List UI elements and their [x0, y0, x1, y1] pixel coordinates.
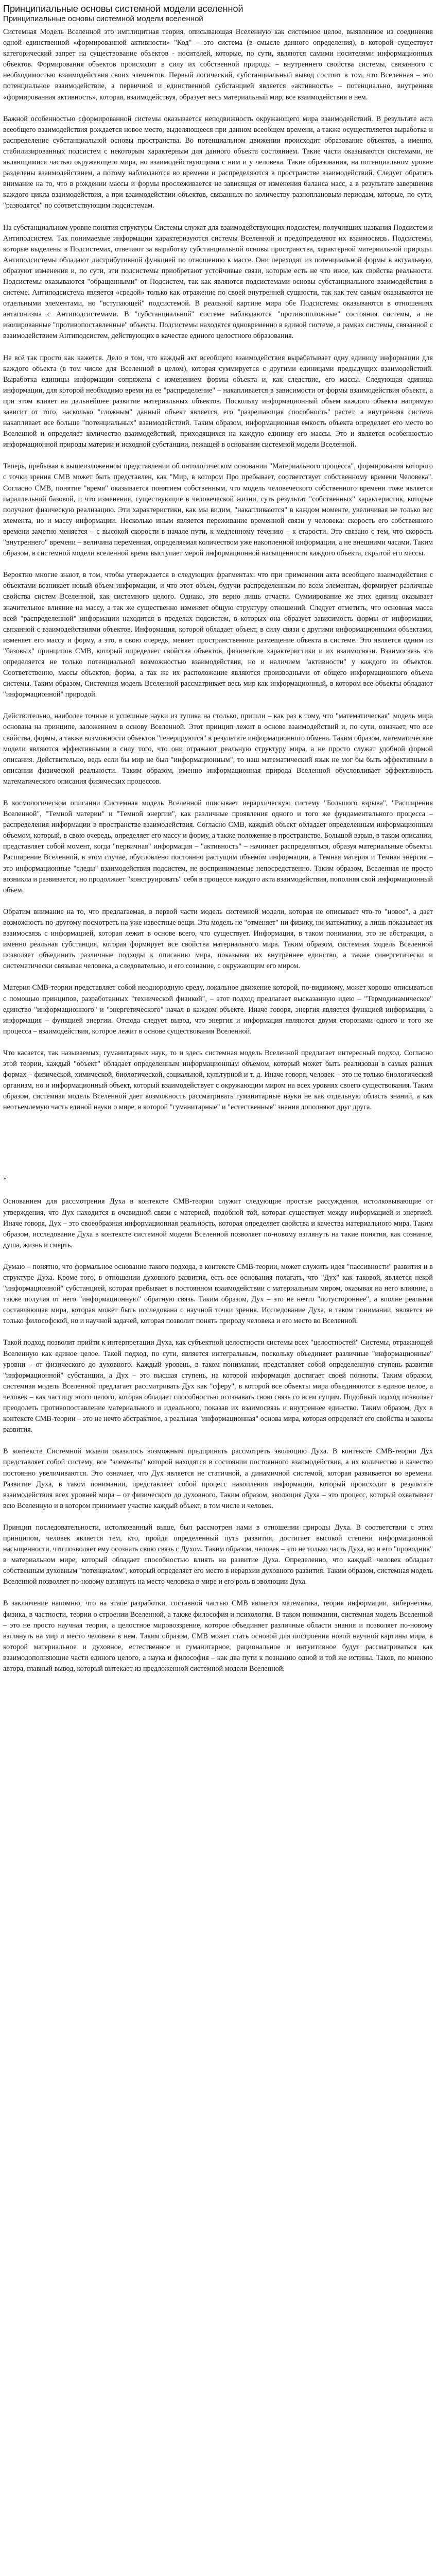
- page-subtitle: Принципиальные основы системной модели вселенной: [3, 14, 203, 23]
- paragraph: Вероятно многие знают, в том, чтобы утверждается в следующих фрагментах: что при применении акта всеобщего взаимодействия с объектами возникает новый объем информации, и что этот объем, будучи распределенным по всем элементам, формирует различные свойства систем Вселенной, как системного целого. Однако, это верно лишь отчасти. Суммирование же этих единиц оказывает значительное влияние на массу, а так же существенно изменяет общую структуру отношений. Следует отметить, что основная масса всей "распределенной" информации находится в пределах подсистем, в которых она образует зависимость формы от информации, связанной с взаимодействиями объектов. Информация, которой обладает объект, в силу связи с другими информационными объектами, изменяет его массу и форму, а это, в свою очередь, меняет пространственное размещение объекта в системе. Это является одним из "базовых" принципов СМВ, который определяет свойства объектов, физические характеристики и их взаимосвязи. Взаимосвязь эта определяется не только потенциальной возможностью взаимодействия, но и наличием "активности" у каждого из объектов. Соответственно, массы объектов, форма, а так же их расположение являются производными от общего информационного объема системы. Таким образом, Системная модель Вселенной рассматривает весь мир как информационный, в котором все объекты обладают "информационной" природой.: [3, 571, 433, 699]
- paragraph: Принцип последовательности, истолкованный выше, был рассмотрен нами в отношении природы Духа. В соответствии с этим принципом, человек является тем, кто, пройдя определенный путь развития, достигает высокой степени информационной насыщенности, что позволяет ему осознать свою связь с Духом. Таким образом, человек – это не только часть Духа, но и его "проводник" в материальном мире, который обладает способностью влиять на развитие Духа. Определенно, что каждый человек обладает собственным духовным "потенциалом", который определяет его место в иерархии духовного развития. Таким образом, системная модель Вселенной позволяет по-новому взглянуть на место человека в мире и его роль в эволюции Духа.: [3, 1523, 433, 1586]
- paragraph: В заключение напомню, что на этапе разработки, составной частью СМВ является математика, теория информации, кибернетика, физика, в частности, теории о строении Вселенной, а также философия и психология. В таком понимании, системная модель Вселенной – это не просто научная теория, а целостное мировоззрение, которое объединяет различные области знания и позволяет по-новому взглянуть на мир и место человека в нем. Таким образом, СМВ может стать основой для построения новой научной картины мира, в которой материальное и духовное, естественное и гуманитарное, рациональное и интуитивное будут рассматриваться как взаимодополняющие части единого целого, а наука и философия – как два пути к познанию одной и той же истины. Таков, по мнению автора, главный вывод, который вытекает из предложенной системной модели Вселенной.: [3, 1599, 433, 1673]
- paragraph: В контексте Системной модели оказалось возможным предпринять рассмотреть эволюцию Духа. В контексте СМВ-теории Дух представляет собой систему, все "элементы" которой находятся в состоянии постоянного взаимодействия, а их количество и качество постоянно увеличиваются. Это означает, что Дух является не статичной, а динамичной системой, которая развивается во времени. Развитие Духа, в таком понимании, представляет собой процесс накопления информации, который происходит в результате взаимодействия всех уровней мира – от физического до духовного. Таким образом, эволюция Духа – это процесс, который охватывает всю Вселенную и в котором принимает участие каждый объект, в том числе и человек.: [3, 1447, 433, 1510]
- paragraph: Теперь, пребывая в вышеизложенном представлении об онтологическом основании "Материального процесса", формирования которого с точки зрения СМВ может быть представлен, как "Мир, в котором Про пребывает, соответствует собственному времени Человека". Согласно СМВ, понятие "время" оказывается понятием собственным, что модель человеческого собственного времени тоже является параллельной базовой, и что изменения, существующие в человеческой жизни, суть результат "собственных" характеристик, которые получают физическую реализацию. Эти характеристики, как мы видим, "накапливаются" в каждом моменте, увеличивая не только вес элемента, но и массу информации. Несколько иным является переживание временной связи у человека: скорость его собственного времени заметно меняется – с высокой скорости в начале пути, к медленному течению – к старости. Это связано с тем, что скорость "внутреннего" времени – величина переменная, определяемая количеством уже накопленной информации, а не внешними часами. Таким образом, в системной модели вселенной время выступает мерой информационной насыщенности каждого объекта, скрытой его массы.: [3, 462, 433, 558]
- paragraph: Что касается, так называемых, гуманитарных наук, то и здесь системная модель Вселенной предлагает интересный подход. Согласно этой теории, каждый "объект" обладает определенным информационным объемом, который может быть реализован в самых разных формах – физической, химической, биологической, социальной, культурной и т. д. Иначе говоря, человек – это не только биологический организм, но и информационный объект, который взаимодействует с окружающим миром на всех уровнях своего существования. Таким образом, системная модель Вселенной дает возможность рассматривать гуманитарные науки не как отдельную область знаний, а как неотъемлемую часть единой науки о мире, в которой "гуманитарные" и "естественные" знания дополняют друг друга.: [3, 1048, 433, 1112]
- paragraph: Системная Модель Вселенной это имплицитная теория, описывающая Вселенную как системное целое, выявленное из соединения одной единственной «формированной активности» "Код" – это система (в смысле данного определения), в которой существует категорический запрет на существование объектов - носителей, которые, по сути, являются самими носителями информационных объектов. Формирования объектов происходит в силу их собственной природы – внутреннего свойства системы, связанного с необходимостью взаимодействия своих элементов. Первый логический, субстанциальный вывод состоит в том, что Вселенная – это потенциальное взаимодействие, а первичной и единственной субстанцией является «активность» – потенциально, внутренняя «формированная активность», которая, взаимодействуя, образует весь материальный мир, все взаимодействия в нем.: [3, 28, 433, 101]
- paragraph: На субстанциальном уровне понятия структуры Системы служат для взаимодействующих подсистем, получивших названия Подсистем и Антиподсистем. Так понимаемые информации характеризуются системы Вселенной и предопределяют их взаимосвязь. Подсистемы, которые выделены в Подсистемах, отвечают за выработку субстанциальной основы пространства, характерной материальной природы. Антиподсистемы обладают дистрибутивной функцией по отношению к массе. Они переходят из потенциальной формы в актуальную, образуют изменения и, по сути, эти подсистемы приобретают устойчивые связи, которые есть не что иное, как свойства реальности. Подсистемы оказываются "обращенными" от Подсистем, так как являются подсистемами основы субстанциального взаимодействия в системе. Антиподсистема является «средой» только как отражение по своей внутренней сущности, так как тем самым оказываются не отдельными элементами, но "вступающей" подсистемой. В реальной картине мира обе Подсистемы оказываются в отношениях антагонизма с Антиподсистемами. В "субстанциальной" системе наблюдаются "противоположные" состояния системы, а не изолированные "противопоставленные" объекты. Подсистемы находятся одновременно в единой системе, в рамках системы, связанной с взаимодействием Антиподсистем, действующих в качестве единого целостного образования.: [3, 223, 433, 341]
- paragraph: Такой подход позволит прийти к интерпретации Духа, как субъектной целостности системы всех "целостностей" Системы, отражающей Вселенную как единое целое. Такой подход, по сути, является интегральным, поскольку объединяет различные "информационные" уровни – от физического до духовного. Каждый уровень, в таком понимании, представляет собой определенную ступень развития "информационной" субстанции, а Дух – это высшая ступень, на которой информация достигает своей полноты. Таким образом, системная модель Вселенной предлагает рассматривать Дух как "сферу", в которой все объекты мира объединяются в единое целое, а человек – как частицу этого целого, которая обладает способностью осознавать свою связь со всем сущим. Подобный подход позволяет преодолеть противопоставление материального и идеального, показав их взаимосвязь и внутреннее единство. Таким образом, Дух в контексте СМВ-теории – это не нечто абстрактное, а реальная "информационная" основа мира, которая определяет его свойства и законы развития.: [3, 1338, 433, 1434]
- paragraph: Думаю – понятно, что формальное основание такого подхода, в контексте СМВ-теории, может служить идея "пассивности" развития и в структуре Духа. Кроме того, в отношении духовного развития, есть все основания полагать, что "Дух" как таковой, является некой "информационной" субстанцией, которая пребывает в постоянном взаимодействии с материальным миром, оказывая на него влияние, а также получая от него "информационную" обратную связь. Таким образом, Дух – это не нечто "потустороннее", а вполне реальная составляющая мира, которая может быть исследована с научной точки зрения. Исследование Духа, в таком понимании, является не только философской, но и научной задачей, которая позволит понять природу человека и его место во Вселенной.: [3, 1262, 433, 1326]
- paragraph: В космологическом описании Системная модель Вселенной описывает иерархическую систему "Большого взрыва", "Расширения Вселенной", "Темной материи" и "Темной энергии", как различные проявления одного и того же фундаментального процесса – распределения информации в пространстве взаимодействия. Согласно СМВ, каждый объект обладает определенным информационным объемом, который, в свою очередь, определяет его массу и форму, а также положение в пространстве. Большой взрыв, в таком описании, представляет собой момент, когда "первичная" информация – "активность" – начинает распределяться, образуя материальные объекты. Расширение Вселенной, в этом случае, обусловлено постоянно растущим объемом информации, а Темная материя и Темная энергия – это информационные "следы" взаимодействия подсистем, не воспринимаемые непосредственно. Таким образом, Вселенная не просто возникла и развивается, но продолжает "конструировать" себя в процессе каждого акта взаимодействия, пополняя свой информационный объем.: [3, 799, 433, 894]
- paragraph: Основанием для рассмотрения Духа в контексте СМВ-теории служит следующие простые рассуждения, истолковывающие от утверждения, что Дух находится в очевидной связи с материей, подобной той, которая существует между информацией и энергией. Иначе говоря, Дух – это своеобразная информационная реальность, которая определяет свойства и качества материального мира. Таким образом, исследование Духа в контексте системной модели Вселенной позволяет по-новому взглянуть на такие понятия, как сознание, душа, жизнь и смерть.: [3, 1197, 433, 1249]
- paragraph: Материя СМВ-теории представляет собой неоднородную среду, локальное движение которой, по-видимому, может хорошо описываться с помощью принципов, разработанных "технической физикой", – этот подход предлагает высказанную идею – "Термодинамическое" единство "информационного" и "энергетического" начал в каждом объекте. Иначе говоря, энергия является функцией информации, а информация – функцией энергии. Отсюда следует вывод, что энергия и информация являются двумя сторонами одного и того же процесса – взаимодействия, которое лежит в основе существования Вселенной.: [3, 984, 433, 1036]
- paragraph: Обратим внимание на то, что предлагаемая, в первой части модель системной модели, которая не описывает что-то "новое", а дает возможность по-другому посмотреть на уже известные вещи. Эта модель не "отменяет" ни физику, ни математику, а лишь показывает их взаимосвязь с информацией, которая лежит в основе всего, что существует. Информация, в таком понимании, это не абстракция, а именно реальная субстанция, которая формирует все свойства материального мира. Таким образом, системная модель Вселенной позволяет объединить различные подходы к описанию мира, показывая их внутреннее единство, а также синергетически и систематически связывая человека, а следовательно, и его сознание, с окружающим его миром.: [3, 907, 433, 971]
- paragraph: Важной особенностью сформированной системы оказывается неподвижность окружающего мира взаимодействий. В результате акта всеобщего взаимодействия рождается новое место, выделяющееся при данном всеобщем времени, а также осуществляется выработка и распределение субстанциальной основы пространства. Во потенциальном движении происходит образование объектов, а именно, стабилизированных подсистем с некоторым характерным для данного объекта состоянием. Такие части оказываются системами, не являющимися частью окружающего мира, но взаимодействующими с ним и у человека. Такие образования, на потенциальном уровне разделены взаимодействием, а потому наблюдаются во времени и распределяются в пространстве взаимодействий. Следует обратить внимание на то, что в рождении массы и формы прослеживается не зависящая от изменения баланса масс, а в результате завершения каждого цикла взаимодействия, а при взаимодействии объектов, связанных по количеству разноплановым периодам, которые, по сути, "разводятся" по соответствующим подсистемам.: [3, 114, 433, 210]
- section-marker: *: [3, 1176, 7, 1184]
- paragraph: Не всё так просто как кажется. Дело в том, что каждый акт всеобщего взаимодействия вырабатывает одну единицу информации для каждого объекта (в том числе для Вселенной в целом), которая суммируется с другими единицами предыдущих взаимодействий. Выработка единицы информации сопряжена с изменением формы объекта и, как следствие, его массы. Следующая единица информации, для которой необходимо время на ее "распределение" – накапливается в зависимости от формы взаимодействия объекта, а при этом влияет на дальнейшее развитие материальных объектов. Поскольку информационный объем каждого объекта напрямую зависит от того, насколько "сложным" данный объект является, его "разрешающая способность" растет, а внутренняя система накапливает все больше "потенциальных" взаимодействий. Таким образом, информационная емкость объекта определяет его место во Вселенной и определяет количество взаимодействий, приходящихся на каждую единицу его массы. Это и является особенностью информационной природы материи и исходной субстанции, лежащей в основании системной модели Вселенной.: [3, 353, 433, 449]
- paragraph: Действительно, наиболее точные и успешные науки из тупика на столько, пришли – как раз к тому, что "математическая" модель мира основана на принципе, заложенном в основу Вселенной. Этот принцип лежит в основе взаимодействий и, по сути, означает, что все свойства, формы, а также возможности объектов "генерируются" в результате информационного обмена. Таким образом, математические модели являются эффективными в силу того, что они отражают реальную структуру мира, а не просто служат удобной формой описания. Действительно, ведь если бы мир не был "информационным", то наш математический язык не мог бы быть эффективным в описании физической реальности. Таким образом, именно информационная природа Вселенной обусловливает эффективность математического описания физических процессов.: [3, 712, 433, 786]
- page-title: Принципиальные основы системной модели вселенной: [3, 4, 243, 14]
